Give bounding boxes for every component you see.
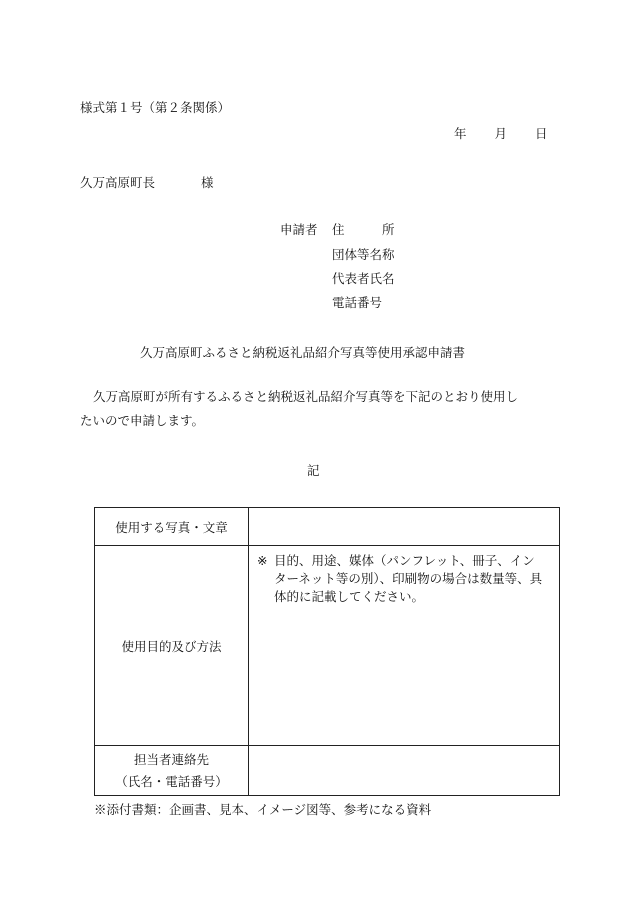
application-table [94,507,560,796]
applicant-address-label: 住 所 [332,222,395,237]
row-photos [95,508,560,546]
row-contact [95,746,560,796]
document-title: 久万高原町ふるさと納税返礼品紹介写真等使用承認申請書 [140,345,466,360]
addressee-honorific: 様 [201,175,214,190]
contact-field[interactable] [249,746,560,796]
note-mark: ※ [257,553,268,568]
form-id: 様式第１号（第２条関係） [80,100,231,115]
purpose-note-line: ターネット等の別）、印刷物の場合は数量等、具 [274,571,543,586]
addressee-name: 久万高原町長 [80,175,156,190]
contact-label [95,746,249,796]
date-month: 月 [494,126,508,141]
date-line [454,124,548,142]
photos-label: 使用する写真・文章 [95,508,249,546]
contact-label-line-2: （氏名・電話番号） [115,773,228,789]
applicant-title: 申請者 [280,222,318,237]
applicant-org-label: 団体等名称 [332,247,395,262]
row-purpose [95,546,560,746]
applicant-phone-label: 電話番号 [332,295,383,310]
purpose-note [274,552,542,606]
body-line-1: 久万高原町が所有するふるさと納税返礼品紹介写真等を下記のとおり使用し [93,389,519,404]
purpose-note-line: 目的、用途、媒体（パンフレット、冊子、イン [274,553,535,568]
attachments-note: ※添付書類：企画書、見本、イメージ図等、参考になる資料 [94,802,432,817]
date-year: 年 [454,126,467,141]
ki-heading: 記 [307,463,320,478]
purpose-label: 使用目的及び方法 [95,546,249,746]
purpose-note-line: 体的に記載してください。 [274,589,425,604]
addressee [80,173,214,191]
contact-label-line-1: 担当者連絡先 [133,751,209,767]
date-day: 日 [535,126,548,141]
body-line-2: たいので申請します。 [80,413,205,428]
purpose-field[interactable] [249,546,560,746]
applicant-rep-label: 代表者氏名 [332,271,395,286]
photos-field[interactable] [249,508,560,546]
